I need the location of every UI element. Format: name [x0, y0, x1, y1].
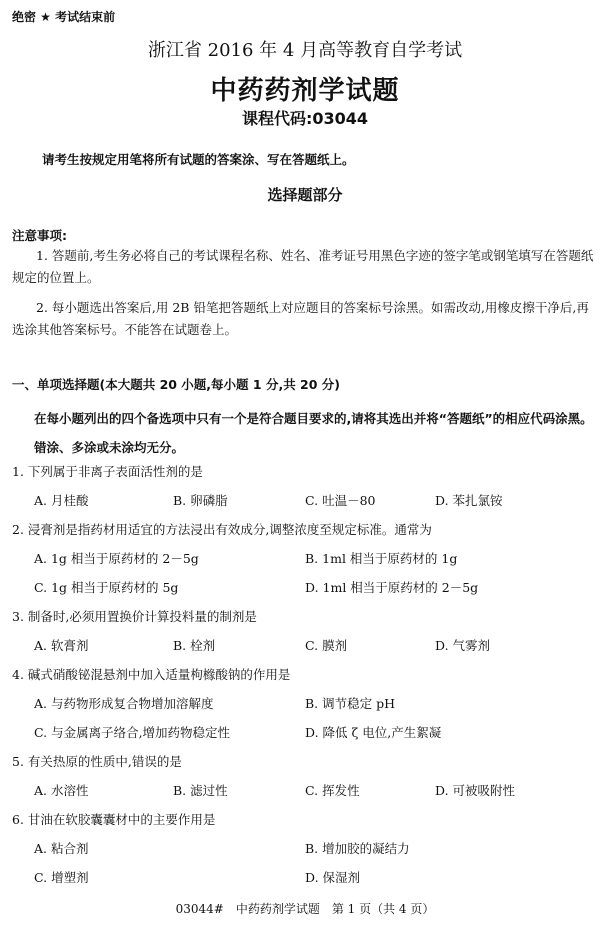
answer-instruction: 请考生按规定用笔将所有试题的答案涂、写在答题纸上。 [42, 152, 355, 167]
question-stem: 6. 甘油在软胶囊囊材中的主要作用是 [12, 812, 216, 827]
option-d: D. 气雾剂 [435, 638, 491, 653]
option-b: B. 栓剂 [173, 638, 216, 653]
exam-title: 浙江省 2016 年 4 月高等教育自学考试 [147, 40, 463, 61]
note-item: 2. 每小题选出答案后,用 2B 铅笔把答题纸上对应题目的答案标号涂黑。如需改动,用橡皮擦干净后,再选涂其他答案标号。不能答在试题卷上。 [12, 300, 589, 337]
option-d: D. 可被吸附性 [435, 783, 516, 798]
question-stem: 2. 浸膏剂是指药材用适宜的方法浸出有效成分,调整浓度至规定标准。通常为 [12, 522, 432, 537]
option-d: D. 苯扎氯铵 [435, 493, 503, 508]
note-item: 1. 答题前,考生务必将自己的考试课程名称、姓名、准考证号用黑色字迹的签字笔或钢笔填写在答题纸规定的位置上。 [12, 248, 594, 285]
option-a: A. 水溶性 [34, 783, 89, 798]
question-stem: 5. 有关热原的性质中,错误的是 [12, 754, 182, 769]
notes-heading: 注意事项: [12, 228, 67, 243]
page-footer: 03044# 中药药剂学试题 第 1 页（共 4 页） [175, 902, 435, 916]
option-c: C. 挥发性 [305, 783, 360, 798]
question-stem: 1. 下列属于非离子表面活性剂的是 [12, 464, 203, 479]
question-stem: 3. 制备时,必须用置换价计算投料量的制剂是 [12, 609, 257, 624]
option-b: B. 调节稳定 pH [305, 696, 396, 711]
option-c: C. 与金属离子络合,增加药物稳定性 [34, 725, 231, 740]
option-b: B. 增加胶的凝结力 [305, 841, 410, 856]
option-b: B. 卵磷脂 [173, 493, 228, 508]
question-stem: 4. 碱式硝酸铋混悬剂中加入适量枸橼酸钠的作用是 [12, 667, 291, 682]
option-a: A. 与药物形成复合物增加溶解度 [34, 696, 214, 711]
option-a: A. 软膏剂 [34, 638, 89, 653]
option-c: C. 膜剂 [305, 638, 348, 653]
course-code: 课程代码:03044 [241, 109, 369, 128]
part-title: 选择题部分 [267, 186, 343, 204]
option-c: C. 增塑剂 [34, 870, 89, 885]
option-d: D. 1ml 相当于原药材的 2－5g [305, 580, 479, 595]
option-b: B. 1ml 相当于原药材的 1g [305, 551, 458, 566]
confidential-mark: 绝密 ★ 考试结束前 [12, 10, 116, 24]
option-b: B. 滤过性 [173, 783, 228, 798]
option-c: C. 吐温－80 [305, 493, 376, 508]
section-description: 在每小题列出的四个备选项中只有一个是符合题目要求的,请将其选出并将“答题纸”的相应代码涂黑。错涂、多涂或未涂均无分。 [34, 411, 593, 455]
option-a: A. 月桂酸 [34, 493, 89, 508]
subject-title: 中药药剂学试题 [210, 76, 400, 106]
section-heading: 一、单项选择题(本大题共 20 小题,每小题 1 分,共 20 分) [12, 377, 341, 392]
option-d: D. 保湿剂 [305, 870, 361, 885]
option-c: C. 1g 相当于原药材的 5g [34, 580, 179, 595]
option-a: A. 1g 相当于原药材的 2－5g [34, 551, 199, 566]
option-a: A. 粘合剂 [34, 841, 89, 856]
option-d: D. 降低 ζ 电位,产生絮凝 [305, 725, 442, 740]
